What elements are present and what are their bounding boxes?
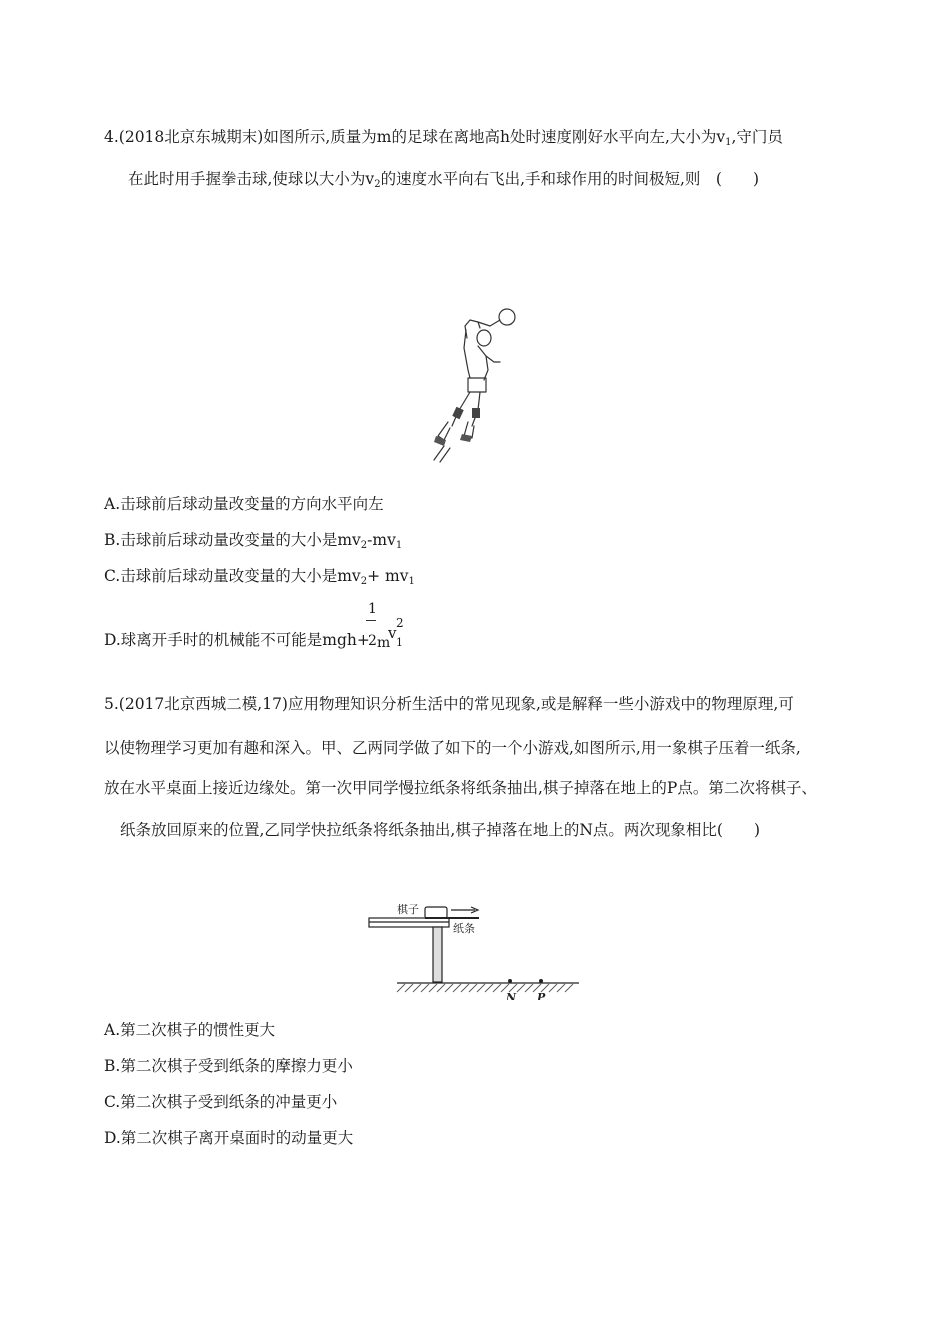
q4-stem-line1: 4.(2018北京东城期末)如图所示,质量为m的足球在离地高h处时速度刚好水平向左,大小为$v_1$,守门员 (104, 128, 783, 148)
q5-stem-line3: 放在水平桌面上接近边缘处。第一次甲同学慢拉纸条将纸条抽出,棋子掉落在地上的P点。第二次将棋子、 (104, 779, 817, 797)
q5-stem-line1: 5.(2017北京西城二模,17)应用物理知识分析生活中的常见现象,或是解释一些小游戏中的物理原理,可 (104, 695, 794, 713)
q5-option-d: D.第二次棋子离开桌面时的动量更大 (104, 1129, 354, 1147)
q4-stem-line2: 在此时用手握拳击球,使球以大小为$v_2$的速度水平向右飞出,手和球作用的时间极短,则 ( ) (128, 170, 760, 190)
velocity-subscript: 1 (396, 636, 403, 649)
q5-stem-line4: 纸条放回原来的位置,乙同学快拉纸条将纸条抽出,棋子掉落在地上的N点。两次现象相比( ) (120, 821, 761, 839)
q4-option-d: D.球离开手时的机械能不可能是mgh+ (104, 631, 370, 649)
q5-option-c: C.第二次棋子受到纸条的冲量更小 (104, 1093, 338, 1111)
point-p (539, 979, 543, 983)
q5-option-b: B.第二次棋子受到纸条的摩擦力更小 (104, 1057, 353, 1075)
ball (499, 309, 515, 325)
label-p: P (537, 991, 546, 1000)
q5-option-a: A.第二次棋子的惯性更大 (104, 1021, 276, 1039)
label-chess-piece: 棋子 (397, 903, 419, 916)
q5-stem-line2: 以使物理学习更加有趣和深入。甲、乙两同学做了如下的一个小游戏,如图所示,用一象棋子压着一纸条, (104, 739, 801, 757)
point-n (508, 979, 512, 983)
velocity-exponent: 2 (396, 616, 404, 630)
q4-option-c: C.击球前后球动量改变量的大小是$mv_2+ mv_1$ (104, 567, 415, 587)
label-n: N (506, 991, 517, 1000)
fraction-numerator: 1 (368, 601, 377, 617)
velocity-symbol: v (388, 624, 397, 642)
mass-symbol: m (377, 635, 391, 651)
fraction-bar (366, 620, 376, 621)
goalkeeper-figure (420, 300, 530, 470)
table-chess-figure (365, 900, 585, 1000)
q4-option-a: A.击球前后球动量改变量的方向水平向左 (104, 495, 384, 513)
q4-option-b: B.击球前后球动量改变量的大小是$mv_2-mv_1$ (104, 531, 403, 551)
label-paper-strip: 纸条 (453, 922, 475, 935)
fraction-denominator: 2 (368, 633, 377, 649)
